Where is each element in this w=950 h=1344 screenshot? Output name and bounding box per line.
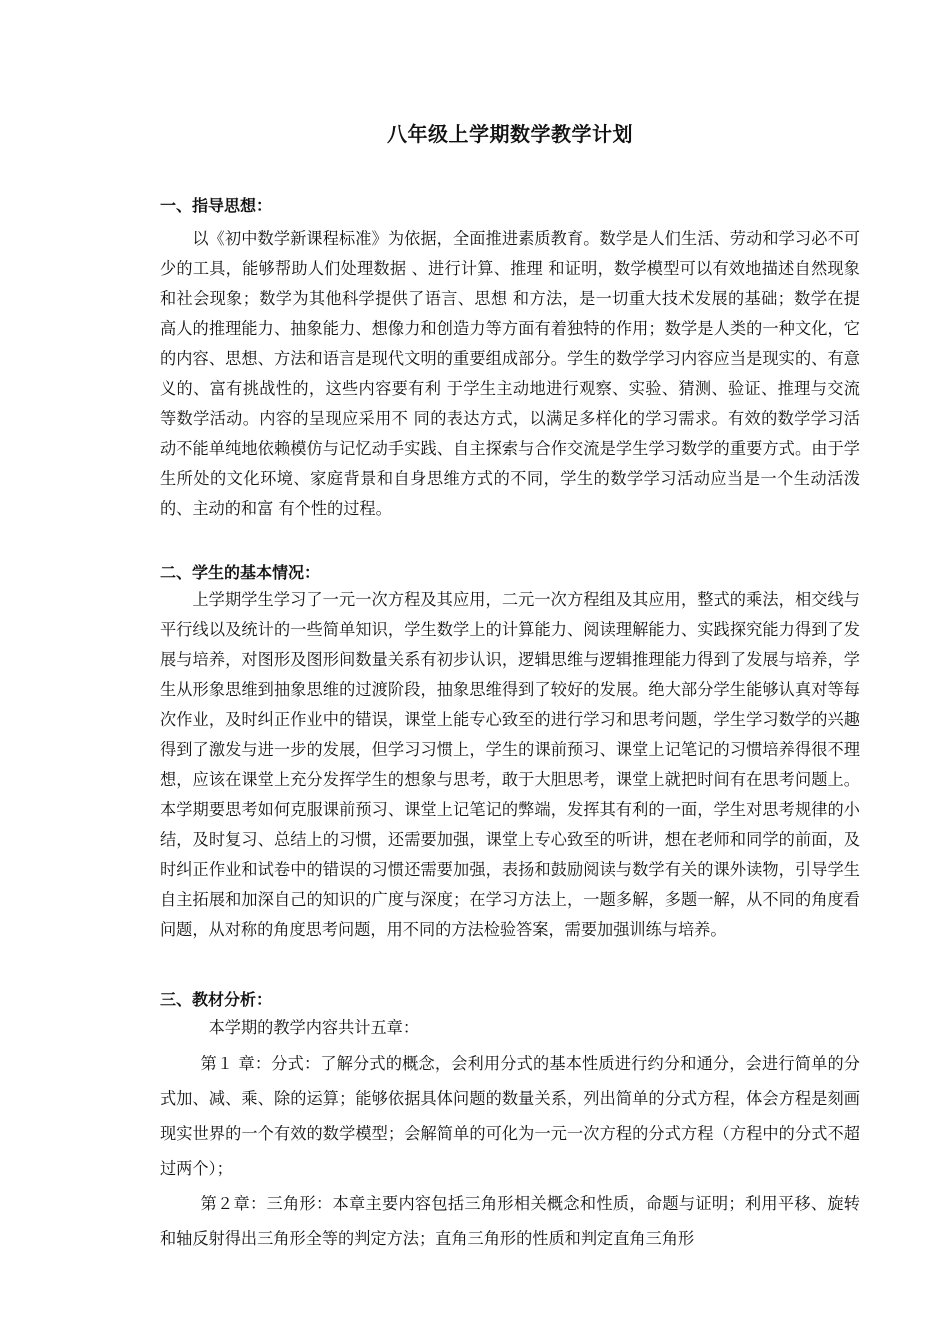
section-heading-textbook-analysis: 三、教材分析： xyxy=(160,990,273,1009)
section-heading-guiding-ideology: 一、指导思想： xyxy=(160,196,273,215)
paragraph-chapter-count: 本学期的教学内容共计五章： xyxy=(208,1018,420,1037)
paragraph-chapter-2: 第２章：三角形：本章主要内容包括三角形相关概念和性质，命题与证明；利用平移、旋转和轴反射得出三角形全等的判定方法；直角三角形的性质和判定直角三角形 xyxy=(160,1194,860,1248)
document-title: 八年级上学期数学教学计划 xyxy=(387,122,633,146)
section-heading-student-situation: 二、学生的基本情况： xyxy=(160,563,321,582)
paragraph-student-situation: 上学期学生学习了一元一次方程及其应用，二元一次方程组及其应用，整式的乘法，相交线与平行线以及统计的一些简单知识，学生数学上的计算能力、阅读理解能力、实践探究能力得到了发展与培养，对图形及图形间数量关系有初步认识，逻辑思维与逻辑推理能力得到了发展与培养，学生从形象思维到抽象思维的过渡阶段，抽象思维得到了较好的发展。绝大部分学生能够认真对等每次作业，及时纠正作业中的错误，课堂上能专心致至的进行学习和思考问题，学生学习数学的兴趣得到了激发与进一步的发展，但学习习惯上，学生的课前预习、课堂上记笔记的习惯培养得很不理想，应该在课堂上充分发挥学生的想象与思考，敢于大胆思考，课堂上就把时间有在思考问题上。本学期要思考如何克服课前预习、课堂上记笔记的弊端，发挥其有利的一面，学生对思考规律的小结，及时复习、总结上的习惯，还需要加强，课堂上专心致至的听讲，想在老师和同学的前面，及时纠正作业和试卷中的错误的习惯还需要加强，表扬和鼓励阅读与数学有关的课外读物，引导学生自主拓展和加深自己的知识的广度与深度；在学习方法上，一题多解，多题一解，从不同的角度看问题，从对称的角度思考问题，用不同的方法检验答案，需要加强训练与培养。 xyxy=(160,590,860,939)
paragraph-chapter-1: 第１ 章：分式：了解分式的概念，会利用分式的基本性质进行约分和通分，会进行简单的分式加、减、乘、除的运算；能够依据具体问题的数量关系，列出简单的分式方程，体会方程是刻画现实世界的一个有效的数学模型；会解简单的可化为一元一次方程的分式方程（方程中的分式不超过两个）； xyxy=(160,1054,860,1178)
paragraph-guiding-ideology: 以《初中数学新课程标准》为依据，全面推进素质教育。数学是人们生活、劳动和学习必不可少的工具，能够帮助人们处理数据 、进行计算、推理 和证明，数学模型可以有效地描述自然现象和社会现象；数学为其他科学提供了语言、思想 和方法，是一切重大技术发展的基础；数学在提高人的推理能力、抽象能力、想像力和创造力等方面有着独特的作用；数学是人类的一种文化，它的内容、思想、方法和语言是现代文明的重要组成部分。学生的数学学习内容应当是现实的、有意义的、富有挑战性的，这些内容要有利 于学生主动地进行观察、实验、猜测、验证、推理与交流等数学活动。内容的呈现应采用不 同的表达方式，以满足多样化的学习需求。有效的数学学习活动不能单纯地依赖模仿与记忆动手实践、自主探索与合作交流是学生学习数学的重要方式。由于学生所处的文化环境、家庭背景和自身思维方式的不同，学生的数学学习活动应当是一个生动活泼的、主动的和富 有个性的过程。 xyxy=(160,229,860,518)
